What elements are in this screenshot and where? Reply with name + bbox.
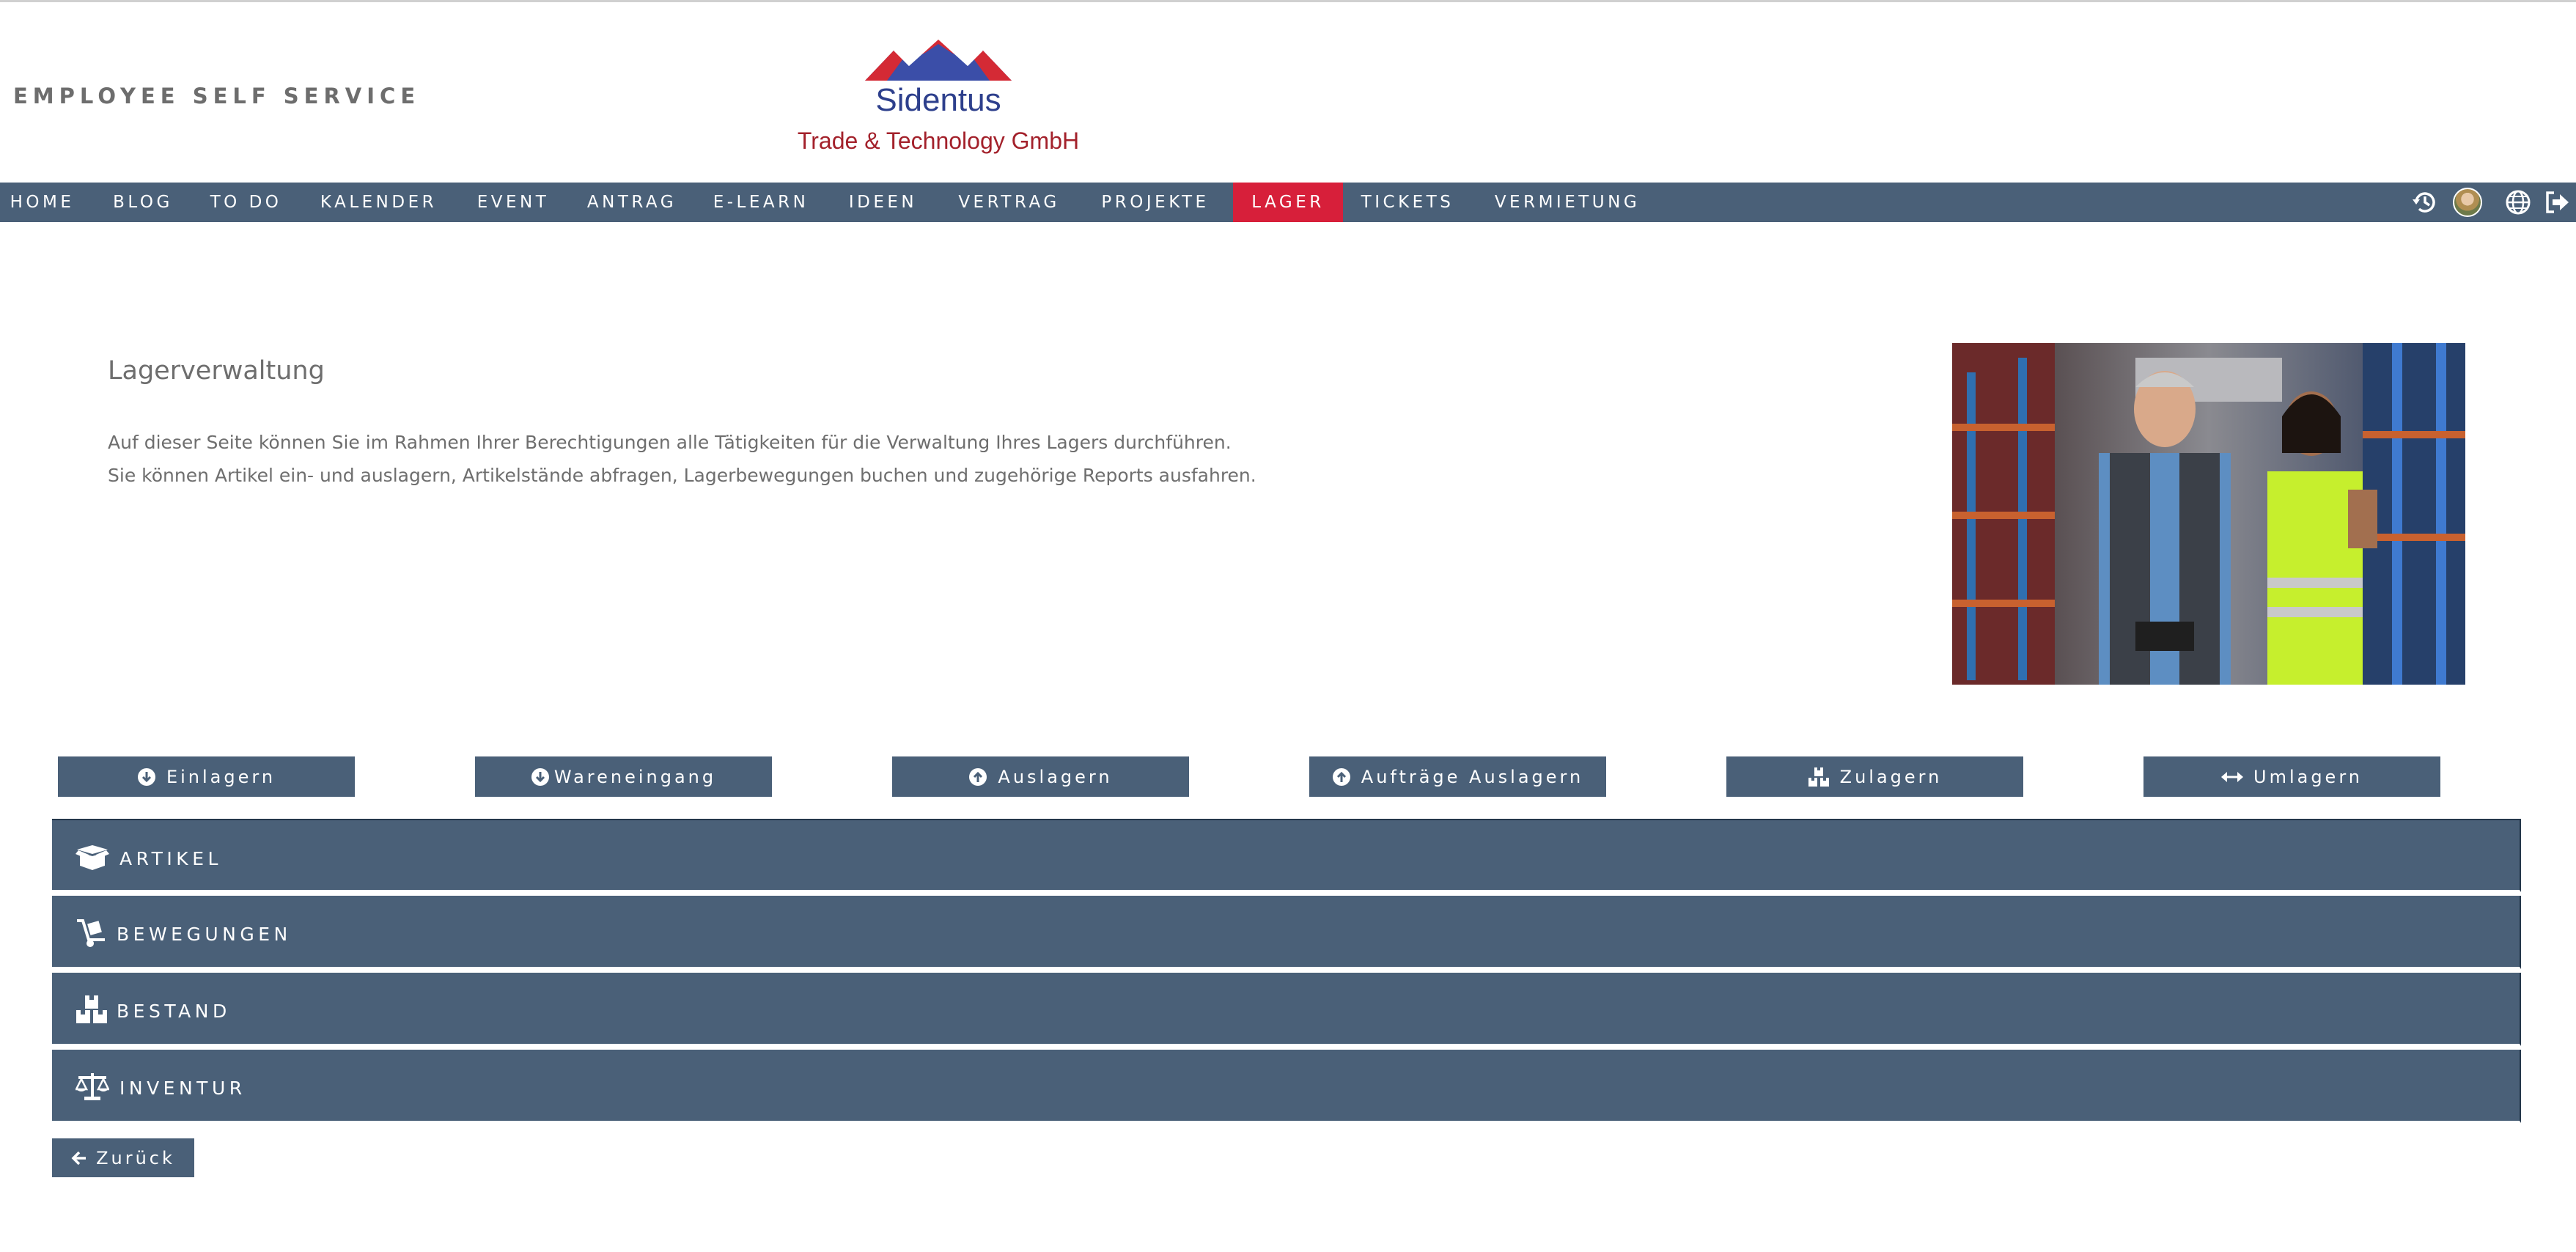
back-label: Zurück bbox=[96, 1147, 175, 1168]
nav-item-kalender[interactable]: KALENDER bbox=[320, 193, 438, 212]
main-navbar bbox=[0, 183, 2576, 222]
nav-item-todo[interactable]: TO DO bbox=[210, 193, 282, 212]
einlagern-label: Einlagern bbox=[166, 766, 276, 787]
nav-item-antrag[interactable]: ANTRAG bbox=[586, 193, 677, 212]
arrow-circle-down-icon bbox=[137, 767, 156, 787]
nav-item-vertrag[interactable]: VERTRAG bbox=[958, 193, 1060, 212]
nav-item-lager[interactable]: LAGER bbox=[1233, 183, 1343, 222]
top-border bbox=[0, 0, 2576, 2]
avatar[interactable] bbox=[2453, 188, 2482, 217]
zulagern-label: Zulagern bbox=[1839, 766, 1943, 787]
arrow-circle-down-icon bbox=[531, 767, 550, 787]
einlagern-button[interactable] bbox=[58, 756, 355, 797]
nav-item-projekte[interactable]: PROJEKTE bbox=[1101, 193, 1210, 212]
arrow-circle-up-icon bbox=[1332, 767, 1351, 787]
page-title: Lagerverwaltung bbox=[108, 356, 325, 386]
page-description-line-2: Sie können Artikel ein- und auslagern, Artikelstände abfragen, Lagerbewegungen buchen und zugehörige Reports ausfahren. bbox=[108, 465, 1256, 486]
nav-item-blog[interactable]: BLOG bbox=[113, 193, 173, 212]
boxes-icon bbox=[1808, 767, 1830, 787]
auftraege-auslagern-button[interactable] bbox=[1309, 756, 1606, 797]
globe-icon[interactable] bbox=[2505, 189, 2531, 216]
nav-item-ideen[interactable]: IDEEN bbox=[848, 193, 918, 212]
auslagern-label: Auslagern bbox=[998, 766, 1113, 787]
history-icon[interactable] bbox=[2412, 189, 2438, 216]
section-bewegungen-label: BEWEGUNGEN bbox=[117, 924, 292, 945]
section-bewegungen[interactable] bbox=[52, 896, 2521, 969]
section-bestand[interactable] bbox=[52, 973, 2521, 1046]
wareneingang-label: Wareneingang bbox=[553, 766, 717, 787]
section-inventur-label: INVENTUR bbox=[119, 1078, 246, 1099]
umlagern-button[interactable] bbox=[2143, 756, 2440, 797]
section-artikel[interactable] bbox=[52, 819, 2521, 892]
company-name: Sidentus bbox=[875, 82, 1001, 118]
company-logo[interactable] bbox=[792, 37, 1085, 161]
mountain-logo-icon bbox=[865, 37, 1012, 84]
auftraege-auslagern-label: Aufträge Auslagern bbox=[1361, 766, 1584, 787]
section-inventur[interactable] bbox=[52, 1050, 2521, 1123]
arrow-left-icon bbox=[71, 1151, 87, 1166]
wareneingang-button[interactable] bbox=[475, 756, 772, 797]
arrows-horizontal-icon bbox=[2221, 770, 2243, 784]
page-description-line-1: Auf dieser Seite können Sie im Rahmen Ihrer Berechtigungen alle Tätigkeiten für die Verwaltung Ihres Lagers durchführen. bbox=[108, 432, 1232, 453]
logout-icon[interactable] bbox=[2544, 189, 2570, 216]
balance-scale-icon bbox=[76, 1072, 109, 1101]
boxes-icon bbox=[76, 995, 108, 1024]
umlagern-label: Umlagern bbox=[2253, 766, 2363, 787]
warehouse-photo bbox=[1952, 343, 2465, 685]
section-artikel-label: ARTIKEL bbox=[119, 848, 222, 869]
box-open-icon bbox=[76, 842, 109, 872]
nav-item-tickets[interactable]: TICKETS bbox=[1361, 193, 1454, 212]
section-bestand-label: BESTAND bbox=[117, 1001, 231, 1022]
company-subtitle: Trade & Technology GmbH bbox=[797, 128, 1080, 154]
arrow-circle-up-icon bbox=[968, 767, 987, 787]
nav-item-home[interactable]: HOME bbox=[10, 193, 75, 212]
nav-item-elearn[interactable]: E-LEARN bbox=[713, 193, 809, 212]
back-button[interactable] bbox=[52, 1138, 194, 1177]
nav-item-event[interactable]: EVENT bbox=[476, 193, 550, 212]
nav-item-vermietung[interactable]: VERMIETUNG bbox=[1494, 193, 1641, 212]
dolly-icon bbox=[76, 918, 108, 949]
zulagern-button[interactable] bbox=[1726, 756, 2023, 797]
portal-title: EMPLOYEE SELF SERVICE bbox=[13, 84, 421, 108]
auslagern-button[interactable] bbox=[892, 756, 1189, 797]
